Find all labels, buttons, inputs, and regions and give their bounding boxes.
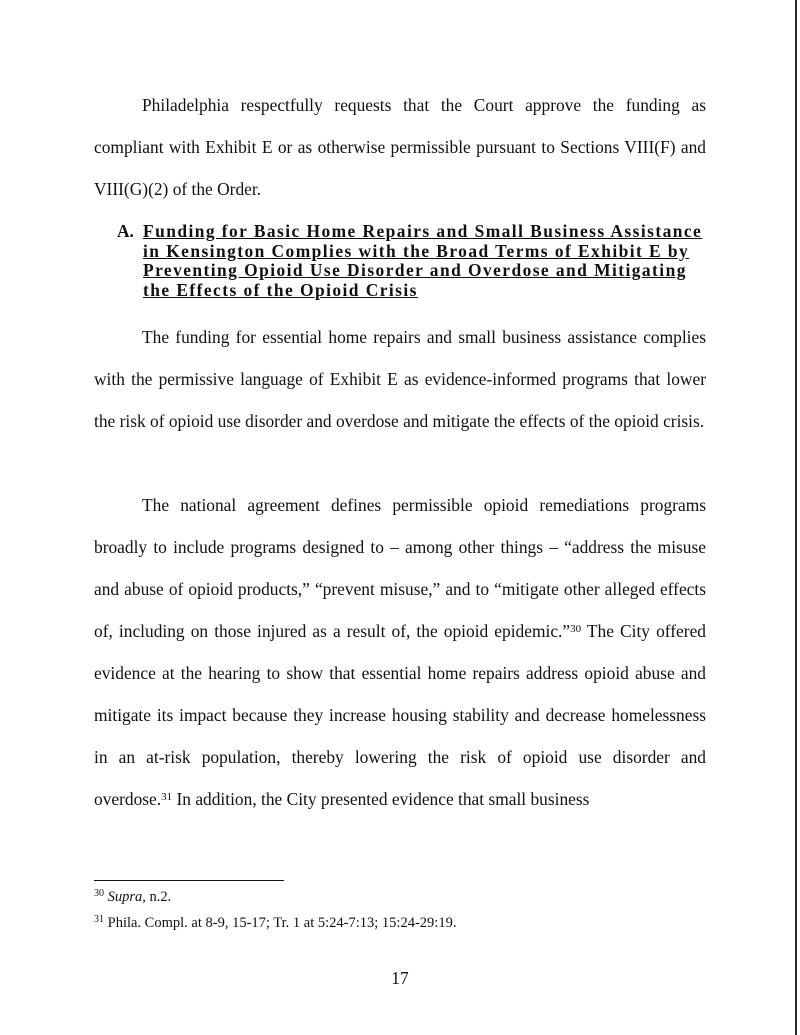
intro-paragraph: Philadelphia respectfully requests that the Court approve the funding as compliant with Exhibit E or as otherwise permissible pursuant to Sections VIII(F) and VIII(G)(2) of the Order.	[94, 95, 706, 199]
paragraph-text-part-2: The City offered evidence at the hearing to show that essential home repairs address opioid abuse and mitigate its impact because they increase housing stability and decrease homelessness in an at-risk population, thereby lowering the risk of opioid use disorder and overdose.	[94, 621, 706, 809]
page-edge-line	[795, 0, 797, 1035]
section-heading-letter: A.	[117, 221, 134, 241]
footnote-30	[94, 888, 171, 906]
footnote-number: 31	[94, 914, 104, 925]
footnote-ref-31[interactable]: 31	[161, 791, 173, 803]
footnote-italic-text: Supra	[107, 889, 143, 905]
paragraph-text-part-1: The national agreement defines permissible opioid remediations programs broadly to include programs designed to – among other things – “address the misuse and abuse of opioid products,” “prevent misuse,” and to “mitigate other alleged effects of, including on those injured as a result of, the opioid epidemic.”	[94, 495, 706, 641]
funding-paragraph: The funding for essential home repairs and small business assistance complies with the permissive language of Exhibit E as evidence-informed programs that lower the risk of opioid use disorder and overdose and mitigate the effects of the opioid crisis.	[94, 327, 706, 431]
section-heading-text: Funding for Basic Home Repairs and Small Business Assistance in Kensington Complies with the Broad Terms of Exhibit E by Preventing Opioid Use Disorder and Overdose and Mitigating the Effects of the Opioid Crisis	[143, 221, 703, 300]
footnote-text: Phila. Compl. at 8-9, 15-17; Tr. 1 at 5:24-7:13; 15:24-29:19.	[107, 915, 457, 931]
paragraph-text-part-3: In addition, the City presented evidence that small business	[172, 789, 590, 809]
footnote-number: 30	[94, 888, 104, 899]
national-agreement-paragraph	[94, 484, 706, 820]
footnote-divider	[94, 880, 284, 881]
footnote-text: , n.2.	[142, 889, 172, 905]
page-number: 17	[391, 968, 409, 988]
footnote-31	[94, 914, 456, 932]
footnote-ref-30[interactable]: 30	[570, 623, 582, 635]
